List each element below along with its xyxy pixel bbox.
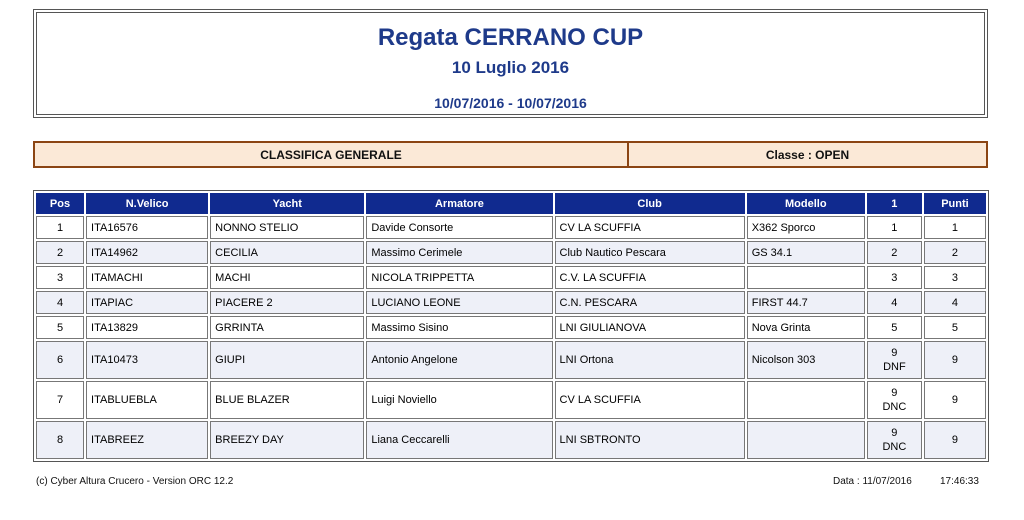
cell-pos: 3 [36,266,84,289]
cell-club: LNI GIULIANOVA [555,316,745,339]
cell-club: C.V. LA SCUFFIA [555,266,745,289]
race-1-score: 4 [891,296,898,309]
race-1-score: 5 [891,321,898,334]
event-dates: 10/07/2016 - 10/07/2016 [434,95,587,111]
cell-race-1 [867,341,922,379]
classification-bar [33,141,988,168]
cell-pos: 8 [36,421,84,459]
cell-race-1 [867,216,922,239]
cell-owner: Massimo Sisino [366,316,552,339]
col-header-model: Modello [747,193,865,214]
event-subtitle: 10 Luglio 2016 [451,58,570,77]
cell-sail-number: ITA10473 [86,341,208,379]
results-table [33,190,989,462]
cell-yacht: PIACERE 2 [210,291,364,314]
cell-owner: Liana Ceccarelli [366,421,552,459]
race-1-score: 3 [891,271,898,284]
cell-pos: 4 [36,291,84,314]
cell-model: X362 Sporco [747,216,865,239]
cell-owner: Antonio Angelone [366,341,552,379]
cell-club: LNI Ortona [555,341,745,379]
cell-owner: NICOLA TRIPPETTA [366,266,552,289]
cell-sail-number: ITAMACHI [86,266,208,289]
cell-pos: 1 [36,216,84,239]
cell-yacht: GRRINTA [210,316,364,339]
cell-sail-number: ITA14962 [86,241,208,264]
table-row [36,341,986,379]
col-header-race-1: 1 [867,193,922,214]
cell-sail-number: ITA13829 [86,316,208,339]
cell-points: 1 [924,216,986,239]
print-date: Data : 11/07/2016 [833,476,912,487]
page-title: Regata CERRANO CUP [377,24,644,51]
cell-model [747,421,865,459]
cell-model: GS 34.1 [747,241,865,264]
cell-race-1 [867,291,922,314]
class-label: Classe : OPEN [765,147,850,162]
table-row [36,216,986,239]
cell-model [747,266,865,289]
cell-sail-number: ITA16576 [86,216,208,239]
cell-pos: 7 [36,381,84,419]
table-row [36,316,986,339]
classification-title: CLASSIFICA GENERALE [35,143,629,166]
cell-pos: 6 [36,341,84,379]
table-header-row [36,193,986,214]
col-header-club: Club [555,193,745,214]
cell-points: 5 [924,316,986,339]
cell-club: Club Nautico Pescara [555,241,745,264]
col-header-sail-number: N.Velico [86,193,208,214]
cell-points: 4 [924,291,986,314]
race-1-score: 1 [891,221,898,234]
cell-owner: Luigi Noviello [366,381,552,419]
table-row [36,241,986,264]
cell-sail-number: ITAPIAC [86,291,208,314]
cell-owner: Davide Consorte [366,216,552,239]
cell-owner: LUCIANO LEONE [366,291,552,314]
cell-points: 9 [924,421,986,459]
table-row [36,266,986,289]
cell-yacht: NONNO STELIO [210,216,364,239]
cell-race-1 [867,266,922,289]
cell-sail-number: ITABREEZ [86,421,208,459]
cell-race-1 [867,316,922,339]
col-header-points: Punti [924,193,986,214]
cell-points: 3 [924,266,986,289]
print-time: 17:46:33 [940,476,979,487]
race-1-score: 9 [891,387,898,399]
cell-race-1 [867,381,922,419]
cell-yacht: MACHI [210,266,364,289]
cell-club: C.N. PESCARA [555,291,745,314]
cell-yacht: BREEZY DAY [210,421,364,459]
table-row [36,381,986,419]
col-header-pos: Pos [36,193,84,214]
race-1-penalty-code: DNF [883,361,906,373]
software-credit: (c) Cyber Altura Crucero - Version ORC 12.2 [36,476,234,487]
cell-yacht: BLUE BLAZER [210,381,364,419]
cell-yacht: GIUPI [210,341,364,379]
cell-model: Nova Grinta [747,316,865,339]
race-1-score: 9 [891,427,898,439]
cell-points: 9 [924,341,986,379]
table-row [36,291,986,314]
race-1-penalty-code: DNC [882,441,907,453]
cell-model [747,381,865,419]
cell-club: LNI SBTRONTO [555,421,745,459]
cell-sail-number: ITABLUEBLA [86,381,208,419]
cell-model: Nicolson 303 [747,341,865,379]
cell-race-1 [867,421,922,459]
race-1-penalty-code: DNC [882,401,907,413]
col-header-owner: Armatore [366,193,552,214]
cell-club: CV LA SCUFFIA [555,216,745,239]
cell-model: FIRST 44.7 [747,291,865,314]
col-header-yacht: Yacht [210,193,364,214]
cell-pos: 2 [36,241,84,264]
cell-club: CV LA SCUFFIA [555,381,745,419]
race-1-score: 2 [891,246,898,259]
cell-yacht: CECILIA [210,241,364,264]
cell-points: 2 [924,241,986,264]
table-row [36,421,986,459]
cell-owner: Massimo Cerimele [366,241,552,264]
race-1-score: 9 [891,347,898,359]
cell-race-1 [867,241,922,264]
cell-pos: 5 [36,316,84,339]
regatta-header [33,9,988,118]
cell-points: 9 [924,381,986,419]
